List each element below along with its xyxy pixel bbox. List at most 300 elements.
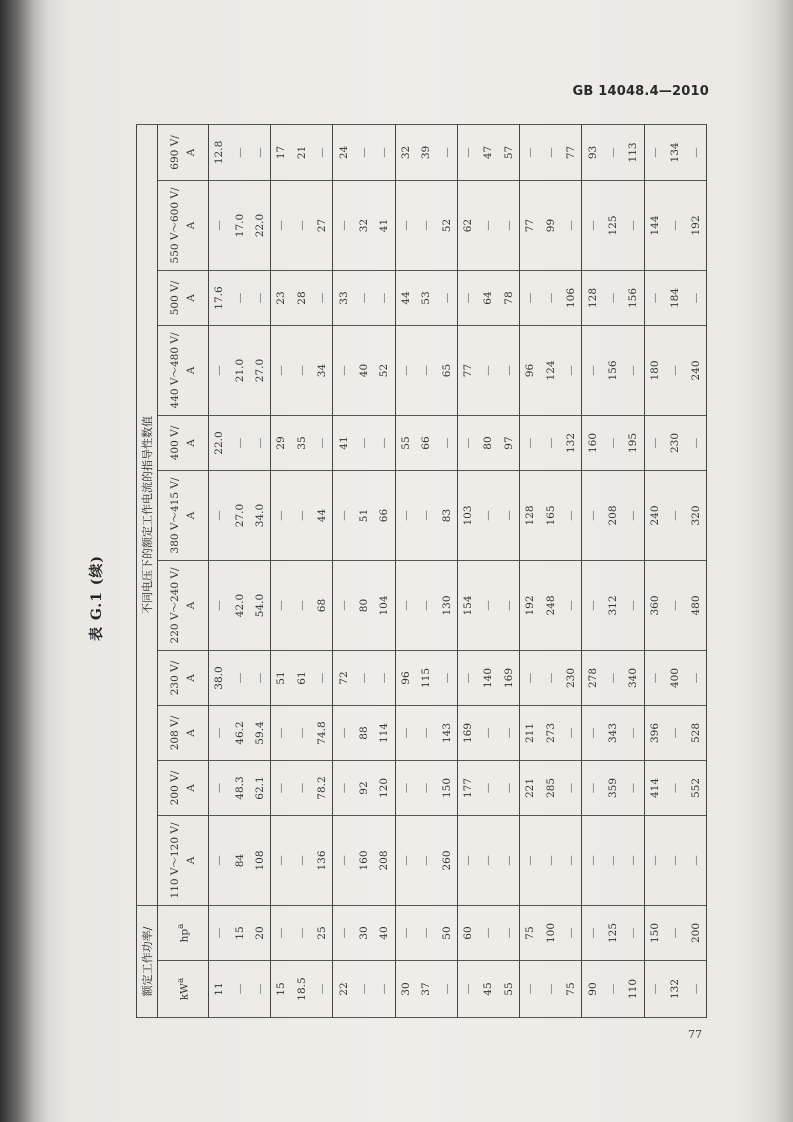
table-cell: 41	[374, 181, 395, 271]
table-cell: —	[209, 181, 230, 271]
column-header-unit: A	[185, 366, 197, 375]
table-cell: 184	[665, 271, 685, 326]
table-cell: —	[209, 816, 230, 906]
column-header	[158, 706, 209, 761]
table-cell: —	[457, 416, 478, 471]
table-cell: 35	[292, 416, 312, 471]
table-cell: 83	[436, 471, 457, 561]
table-cell: —	[436, 651, 457, 706]
table-cell: 169	[499, 651, 520, 706]
table-cell: —	[561, 471, 582, 561]
table-cell: —	[623, 471, 644, 561]
table-cell: —	[478, 471, 498, 561]
table-cell: —	[312, 271, 333, 326]
table-cell: —	[582, 561, 603, 651]
table-cell: —	[541, 961, 561, 1018]
table-cell: 15	[271, 961, 292, 1018]
table-cell: —	[312, 651, 333, 706]
table-cell: 343	[603, 706, 623, 761]
column-header	[158, 961, 209, 1018]
column-header-unit: A	[185, 674, 197, 682]
table-cell: —	[685, 651, 706, 706]
table-cell: —	[292, 706, 312, 761]
table-cell: —	[478, 326, 498, 416]
table-cell: 80	[354, 561, 374, 651]
table-cell: 37	[416, 961, 436, 1018]
table-cell: —	[395, 561, 416, 651]
table-cell: 180	[644, 326, 665, 416]
table-cell: —	[685, 124, 706, 180]
table-cell: 50	[436, 906, 457, 961]
table-row	[644, 124, 665, 1017]
standard-code: GB 14048.4—2010	[572, 84, 709, 99]
table-cell: —	[229, 961, 249, 1018]
table-cell: 52	[436, 181, 457, 271]
table-cell: 97	[499, 416, 520, 471]
column-header-unit: A	[185, 148, 197, 157]
table-cell: 340	[623, 651, 644, 706]
table-cell: —	[209, 471, 230, 561]
table-cell: 38.0	[209, 651, 230, 706]
table-cell: —	[457, 816, 478, 906]
table-cell: 54.0	[250, 561, 271, 651]
table-cell: 15	[229, 906, 249, 961]
table-cell: 360	[644, 561, 665, 651]
column-header-unit: A	[185, 601, 197, 610]
table-cell: 248	[541, 561, 561, 651]
table-cell: 32	[354, 181, 374, 271]
column-header-line: kW	[178, 983, 191, 1001]
table-cell: —	[354, 961, 374, 1018]
table-cell: 120	[374, 761, 395, 816]
table-cell: —	[271, 816, 292, 906]
table-cell: —	[520, 124, 541, 180]
table-cell: 359	[603, 761, 623, 816]
table-cell: —	[333, 761, 354, 816]
table-cell: —	[644, 271, 665, 326]
table-cell: —	[312, 124, 333, 180]
table-cell: —	[457, 124, 478, 180]
table-cell: —	[499, 706, 520, 761]
table-cell: —	[520, 271, 541, 326]
table-cell: —	[229, 271, 249, 326]
table-cell: 68	[312, 561, 333, 651]
table-cell: 96	[520, 326, 541, 416]
table-cell: —	[561, 561, 582, 651]
table-cell: —	[374, 651, 395, 706]
table-cell: —	[271, 471, 292, 561]
table-cell: 57	[499, 124, 520, 180]
column-header-line: 500 V/	[169, 280, 181, 316]
table-cell: 27	[312, 181, 333, 271]
table-container	[136, 125, 707, 1018]
column-header	[158, 271, 209, 326]
table-cell: —	[436, 124, 457, 180]
table-cell: 60	[457, 906, 478, 961]
table-cell: —	[354, 651, 374, 706]
table-cell: 103	[457, 471, 478, 561]
table-cell: —	[312, 961, 333, 1018]
table-cell: 30	[395, 961, 416, 1018]
table-cell: —	[499, 906, 520, 961]
table-cell: —	[520, 416, 541, 471]
table-cell: —	[623, 906, 644, 961]
table-cell: 134	[665, 124, 685, 180]
table-cell: 51	[271, 651, 292, 706]
table-cell: 160	[582, 416, 603, 471]
table-cell: —	[457, 961, 478, 1018]
table-cell: 273	[541, 706, 561, 761]
table-cell: 100	[541, 906, 561, 961]
column-header-line: 110 V～120 V/	[169, 822, 181, 899]
table-cell: —	[333, 706, 354, 761]
page-number: 77	[688, 1028, 702, 1041]
table-cell: —	[478, 906, 498, 961]
table-cell: —	[271, 181, 292, 271]
table-cell: —	[395, 326, 416, 416]
column-header-line: 690 V/	[169, 135, 181, 170]
column-header-line: 550 V～600 V/	[169, 187, 181, 264]
table-cell: —	[333, 181, 354, 271]
table-cell: 39	[416, 124, 436, 180]
table-cell: 47	[478, 124, 498, 180]
table-cell: —	[478, 181, 498, 271]
table-cell: —	[582, 906, 603, 961]
table-cell: —	[354, 271, 374, 326]
table-cell: 34.0	[250, 471, 271, 561]
table-cell: 72	[333, 651, 354, 706]
table-row	[209, 124, 230, 1017]
table-cell: —	[644, 416, 665, 471]
table-cell: —	[499, 471, 520, 561]
table-cell: 124	[541, 326, 561, 416]
table-cell: —	[665, 761, 685, 816]
table-cell: —	[582, 706, 603, 761]
table-row	[499, 124, 520, 1017]
table-cell: —	[374, 124, 395, 180]
table-cell: —	[250, 416, 271, 471]
table-cell: 156	[603, 326, 623, 416]
table-cell: 125	[603, 906, 623, 961]
table-cell: —	[292, 326, 312, 416]
table-cell: —	[541, 651, 561, 706]
table-cell: 17.6	[209, 271, 230, 326]
table-cell: —	[582, 761, 603, 816]
table-row	[665, 124, 685, 1017]
table-cell: —	[395, 471, 416, 561]
table-cell: 77	[561, 124, 582, 180]
table-row	[333, 124, 354, 1017]
table-row	[582, 124, 603, 1017]
table-cell: 30	[354, 906, 374, 961]
table-cell: —	[603, 961, 623, 1018]
table-cell: 24	[333, 124, 354, 180]
table-cell: 74.8	[312, 706, 333, 761]
table-cell: —	[520, 816, 541, 906]
table-cell: —	[644, 961, 665, 1018]
table-cell: 113	[623, 124, 644, 180]
table-cell: —	[416, 326, 436, 416]
table-cell: —	[478, 561, 498, 651]
table-cell: 208	[374, 816, 395, 906]
table-cell: —	[685, 816, 706, 906]
column-header-line: 230 V/	[169, 660, 181, 696]
table-cell: —	[623, 706, 644, 761]
table-cell: 45	[478, 961, 498, 1018]
column-header-line: 200 V/	[169, 770, 181, 806]
table-cell: —	[416, 706, 436, 761]
table-cell: —	[520, 961, 541, 1018]
table-cell: —	[561, 761, 582, 816]
column-header	[158, 181, 209, 271]
table-cell: —	[685, 416, 706, 471]
table-cell: —	[292, 561, 312, 651]
table-cell: 22	[333, 961, 354, 1018]
table-cell: 480	[685, 561, 706, 651]
table-row	[416, 124, 436, 1017]
table-cell: —	[499, 326, 520, 416]
table-cell: 92	[354, 761, 374, 816]
table-cell: —	[541, 124, 561, 180]
table-cell: —	[209, 706, 230, 761]
table-cell: —	[395, 181, 416, 271]
table-cell: —	[623, 761, 644, 816]
table-cell: 278	[582, 651, 603, 706]
table-cell: —	[478, 816, 498, 906]
table-cell: —	[229, 124, 249, 180]
table-cell: 150	[436, 761, 457, 816]
table-cell: 66	[374, 471, 395, 561]
table-cell: —	[416, 761, 436, 816]
column-header	[158, 326, 209, 416]
table-cell: 55	[395, 416, 416, 471]
table-cell: —	[333, 906, 354, 961]
column-header-line: hp	[178, 928, 191, 943]
table-cell: 40	[354, 326, 374, 416]
table-cell: —	[603, 816, 623, 906]
table-cell: —	[665, 906, 685, 961]
table-cell: 221	[520, 761, 541, 816]
rated-power-group-header: 额定工作功率/	[137, 906, 158, 1018]
table-cell: —	[520, 651, 541, 706]
column-header-unit: A	[185, 439, 197, 447]
table-cell: 65	[436, 326, 457, 416]
table-cell: —	[499, 761, 520, 816]
table-cell: —	[541, 416, 561, 471]
table-cell: 53	[416, 271, 436, 326]
table-cell: 17	[271, 124, 292, 180]
table-cell: —	[292, 471, 312, 561]
table-cell: —	[644, 651, 665, 706]
table-cell: —	[499, 561, 520, 651]
table-cell: 192	[685, 181, 706, 271]
table-cell: 11	[209, 961, 230, 1018]
table-cell: —	[457, 271, 478, 326]
table-cell: 128	[582, 271, 603, 326]
table-cell: 64	[478, 271, 498, 326]
table-row	[541, 124, 561, 1017]
table-cell: 108	[250, 816, 271, 906]
table-cell: 208	[603, 471, 623, 561]
table-cell: —	[209, 761, 230, 816]
table-cell: 44	[395, 271, 416, 326]
table-cell: —	[561, 906, 582, 961]
table-cell: 396	[644, 706, 665, 761]
table-cell: 51	[354, 471, 374, 561]
table-cell: —	[395, 816, 416, 906]
table-cell: —	[229, 416, 249, 471]
table-row	[623, 124, 644, 1017]
table-cell: 169	[457, 706, 478, 761]
table-cell: —	[374, 271, 395, 326]
table-cell: —	[416, 561, 436, 651]
column-header	[158, 651, 209, 706]
table-cell: —	[250, 961, 271, 1018]
table-row	[561, 124, 582, 1017]
table-cell: —	[374, 416, 395, 471]
table-cell: —	[603, 271, 623, 326]
table-cell: —	[478, 761, 498, 816]
column-header	[158, 561, 209, 651]
table-cell: 115	[416, 651, 436, 706]
table-cell: 25	[312, 906, 333, 961]
table-cell: 62	[457, 181, 478, 271]
table-cell: 240	[644, 471, 665, 561]
table-cell: 32	[395, 124, 416, 180]
column-header-unit: A	[185, 729, 197, 737]
table-cell: —	[603, 651, 623, 706]
table-cell: —	[333, 471, 354, 561]
table-cell: —	[416, 816, 436, 906]
table-cell: 48.3	[229, 761, 249, 816]
table-cell: —	[582, 181, 603, 271]
table-cell: —	[416, 471, 436, 561]
table-cell: 552	[685, 761, 706, 816]
column-header	[158, 761, 209, 816]
table-cell: —	[665, 816, 685, 906]
table-cell: —	[354, 124, 374, 180]
table-cell: 20	[250, 906, 271, 961]
table-cell: —	[665, 561, 685, 651]
column-header-line: 220 V～240 V/	[169, 567, 181, 644]
table-cell: 42.0	[229, 561, 249, 651]
table-cell: 128	[520, 471, 541, 561]
rated-current-table	[136, 124, 707, 1018]
table-row	[395, 124, 416, 1017]
table-cell: —	[271, 761, 292, 816]
table-cell: 21	[292, 124, 312, 180]
table-cell: —	[292, 181, 312, 271]
table-cell: 80	[478, 416, 498, 471]
current-values-group-header: 不同电压下的额定工作电流的指导性数值	[137, 124, 158, 905]
table-cell: 27.0	[250, 326, 271, 416]
table-cell: 28	[292, 271, 312, 326]
table-cell: —	[603, 416, 623, 471]
table-body	[209, 124, 707, 1017]
table-cell: 165	[541, 471, 561, 561]
table-cell: 192	[520, 561, 541, 651]
table-cell: 75	[520, 906, 541, 961]
table-cell: 150	[644, 906, 665, 961]
table-cell: 285	[541, 761, 561, 816]
table-cell: 106	[561, 271, 582, 326]
table-cell: 46.2	[229, 706, 249, 761]
table-cell: —	[209, 326, 230, 416]
table-cell: 61	[292, 651, 312, 706]
table-cell: 200	[685, 906, 706, 961]
table-row	[603, 124, 623, 1017]
column-header	[158, 124, 209, 180]
table-cell: —	[665, 181, 685, 271]
table-cell: 78.2	[312, 761, 333, 816]
table-cell: —	[333, 561, 354, 651]
column-header	[158, 816, 209, 906]
table-cell: 312	[603, 561, 623, 651]
table-cell: 240	[685, 326, 706, 416]
table-cell: —	[209, 561, 230, 651]
footnote-marker: a	[176, 977, 187, 984]
table-cell: —	[333, 816, 354, 906]
column-header-line: 380 V～415 V/	[169, 477, 181, 554]
table-cell: —	[416, 906, 436, 961]
table-cell: —	[623, 561, 644, 651]
table-cell: 104	[374, 561, 395, 651]
table-cell: —	[312, 416, 333, 471]
table-cell: —	[623, 181, 644, 271]
table-cell: —	[582, 816, 603, 906]
table-cell: —	[603, 124, 623, 180]
table-cell: —	[395, 706, 416, 761]
table-cell: 414	[644, 761, 665, 816]
table-cell: 320	[685, 471, 706, 561]
table-cell: —	[623, 816, 644, 906]
table-cell: —	[685, 271, 706, 326]
table-row	[312, 124, 333, 1017]
table-cell: 21.0	[229, 326, 249, 416]
table-cell: —	[561, 816, 582, 906]
table-cell: 260	[436, 816, 457, 906]
table-cell: —	[271, 561, 292, 651]
table-cell: 88	[354, 706, 374, 761]
table-cell: —	[395, 761, 416, 816]
table-cell: —	[499, 181, 520, 271]
table-cell: —	[436, 416, 457, 471]
table-cell: —	[271, 706, 292, 761]
table-cell: —	[561, 181, 582, 271]
table-cell: 143	[436, 706, 457, 761]
table-cell: 90	[582, 961, 603, 1018]
table-row	[457, 124, 478, 1017]
table-row	[229, 124, 249, 1017]
table-cell: 59.4	[250, 706, 271, 761]
table-cell: 41	[333, 416, 354, 471]
table-cell: —	[250, 271, 271, 326]
table-cell: 114	[374, 706, 395, 761]
table-cell: 12.8	[209, 124, 230, 180]
table-cell: —	[561, 706, 582, 761]
table-cell: 93	[582, 124, 603, 180]
table-cell: —	[354, 416, 374, 471]
table-cell: 528	[685, 706, 706, 761]
table-cell: 66	[416, 416, 436, 471]
table-cell: 23	[271, 271, 292, 326]
table-cell: 34	[312, 326, 333, 416]
column-header-line: 440 V～480 V/	[169, 332, 181, 409]
column-header-line: 400 V/	[169, 425, 181, 461]
table-cell: 77	[457, 326, 478, 416]
table-cell: —	[561, 326, 582, 416]
table-cell: —	[292, 816, 312, 906]
